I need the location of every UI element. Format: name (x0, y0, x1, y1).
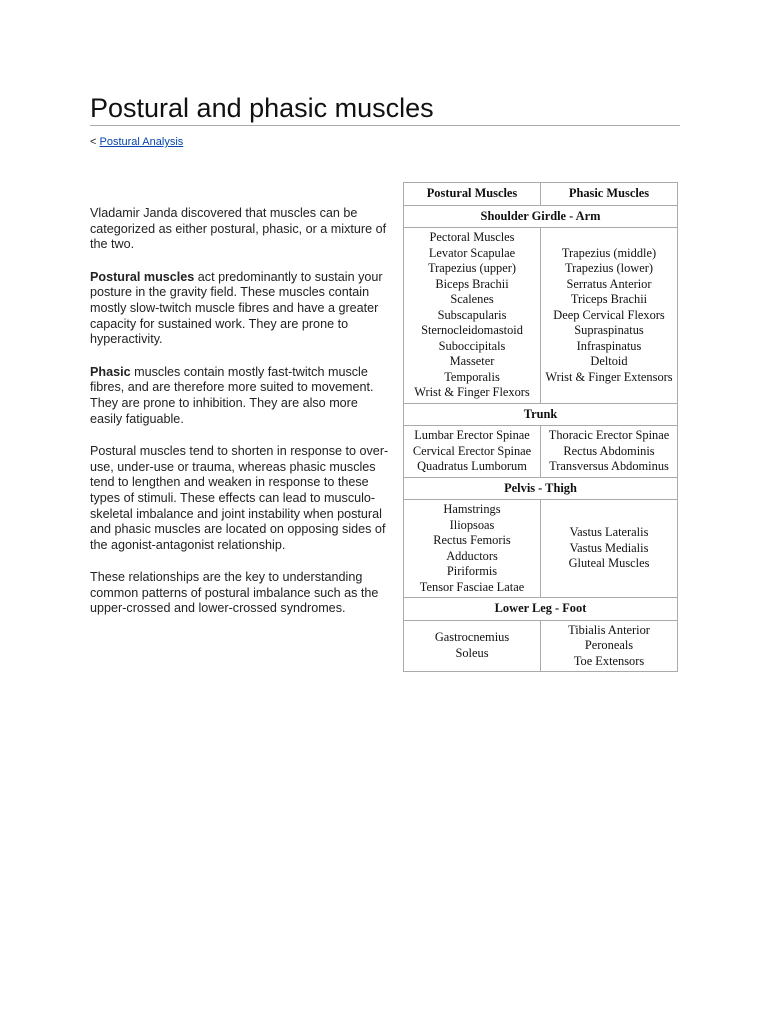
muscle-item: Vastus Medialis (569, 540, 649, 555)
paragraph-syndromes (90, 570, 390, 617)
muscle-item: Pectoral Muscles (429, 230, 515, 244)
muscle-item: Piriformis (446, 564, 498, 578)
breadcrumb (90, 135, 183, 149)
muscle-item: Tensor Fasciae Latae (419, 579, 525, 594)
muscle-item: Scalenes (450, 292, 494, 306)
table-row (404, 228, 678, 404)
muscle-item: Toe Extensors (573, 653, 645, 668)
table-cell-phasic (541, 426, 678, 478)
paragraph-text: These relationships are the key to understanding common patterns of postural imbalance such as the upper-crossed and lower-crossed syndromes. (90, 570, 379, 616)
muscle-item: Trapezius (middle) (561, 245, 657, 260)
table-header-row (404, 183, 678, 206)
muscle-item: Quadratus Lumborum (417, 459, 527, 473)
paragraph-text: Vladamir Janda discovered that muscles can be categorized as either postural, phasic, or a mixture of the two. (90, 206, 387, 252)
table-cell-phasic (541, 620, 678, 672)
page-title: Postural and phasic muscles (90, 93, 434, 123)
muscle-item: Rectus Abdominis (563, 443, 655, 458)
muscle-classification-table (403, 182, 678, 672)
table-section-heading: Trunk (404, 403, 678, 426)
muscle-item: Deltoid (590, 354, 628, 368)
muscle-item: Levator Scapulae (428, 245, 516, 260)
muscle-item: Soleus (455, 645, 489, 660)
paragraph-text: Postural muscles tend to shorten in response to over-use, under-use or trauma, whereas phasic muscles tend to lengthen and weaken in response to these types of stimuli. These effects can lead to musculo-skeletal imbalance and joint instability when postural and phasic muscles are located on opposing sides of the agonist-antagonist relationship. (90, 444, 389, 552)
table-row (404, 500, 678, 598)
muscle-item: Peroneals (584, 638, 634, 652)
table-cell-phasic (541, 500, 678, 598)
table-section-heading: Shoulder Girdle - Arm (404, 205, 678, 228)
table-cell-phasic (541, 228, 678, 404)
muscle-item: Sternocleidomastoid (421, 323, 523, 337)
muscle-item: Wrist & Finger Flexors (414, 385, 530, 399)
muscle-item: Subscapularis (437, 307, 507, 322)
muscle-item: Suboccipitals (438, 338, 506, 353)
table-section-row (404, 598, 678, 621)
title-divider (90, 125, 680, 126)
table-cell-postural (404, 620, 541, 672)
table-row (404, 426, 678, 478)
table-section-row (404, 205, 678, 228)
paragraph-text: act predominantly to sustain your posture in the gravity field. These muscles contain mostly slow-twitch muscle fibres and have a greater capacity for sustained work. They are prone to hyperactivity. (90, 269, 383, 347)
breadcrumb-link-postural-analysis[interactable]: Postural Analysis (99, 136, 184, 148)
muscle-item: Tibialis Anterior (568, 622, 650, 637)
muscle-item: Lumbar Erector Spinae (414, 428, 530, 442)
muscle-item: Temporalis (444, 369, 500, 384)
muscle-item: Cervical Erector Spinae (412, 443, 532, 458)
muscle-item: Biceps Brachii (435, 276, 509, 291)
muscle-item: Iliopsoas (449, 517, 495, 532)
column-header-phasic: Phasic Muscles (541, 183, 678, 206)
table-cell-postural (404, 500, 541, 598)
muscle-item: Trapezius (lower) (565, 261, 653, 275)
breadcrumb-prefix: < (90, 136, 97, 148)
table-section-heading: Lower Leg - Foot (404, 598, 678, 621)
muscle-item: Rectus Femoris (433, 533, 511, 547)
paragraph-intro (90, 206, 390, 253)
muscle-item: Adductors (446, 548, 498, 563)
muscle-item: Hamstrings (443, 502, 501, 516)
muscle-item: Transversus Abdominus (549, 459, 669, 473)
muscle-item: Serratus Anterior (566, 276, 652, 291)
muscle-item: Deep Cervical Flexors (553, 307, 665, 322)
muscle-item: Thoracic Erector Spinae (548, 428, 670, 442)
paragraph-postural (90, 270, 390, 348)
muscle-item: Triceps Brachii (570, 292, 648, 306)
table-row (404, 620, 678, 672)
table-section-row (404, 477, 678, 500)
table-cell-postural (404, 228, 541, 404)
table-section-row (404, 403, 678, 426)
muscle-item: Wrist & Finger Extensors (545, 369, 673, 384)
muscle-item: Gluteal Muscles (568, 556, 650, 571)
paragraph-phasic (90, 365, 390, 427)
article-body (90, 206, 390, 634)
muscle-item: Infraspinatus (576, 338, 642, 353)
muscle-item: Trapezius (upper) (428, 261, 516, 275)
paragraph-bold: Phasic (90, 364, 131, 379)
muscle-item: Gastrocnemius (434, 630, 510, 645)
paragraph-text: muscles contain mostly fast-twitch muscle fibres, and are therefore more suited to movement. They are prone to inhibition. They are also more easily fatiguable. (90, 364, 374, 426)
muscle-item: Masseter (449, 354, 495, 368)
paragraph-imbalance (90, 444, 390, 553)
table-cell-postural (404, 426, 541, 478)
muscle-item: Vastus Lateralis (569, 525, 649, 540)
muscle-item: Supraspinatus (574, 323, 644, 337)
column-header-postural: Postural Muscles (404, 183, 541, 206)
table-section-heading: Pelvis - Thigh (404, 477, 678, 500)
paragraph-bold: Postural muscles (90, 269, 195, 284)
